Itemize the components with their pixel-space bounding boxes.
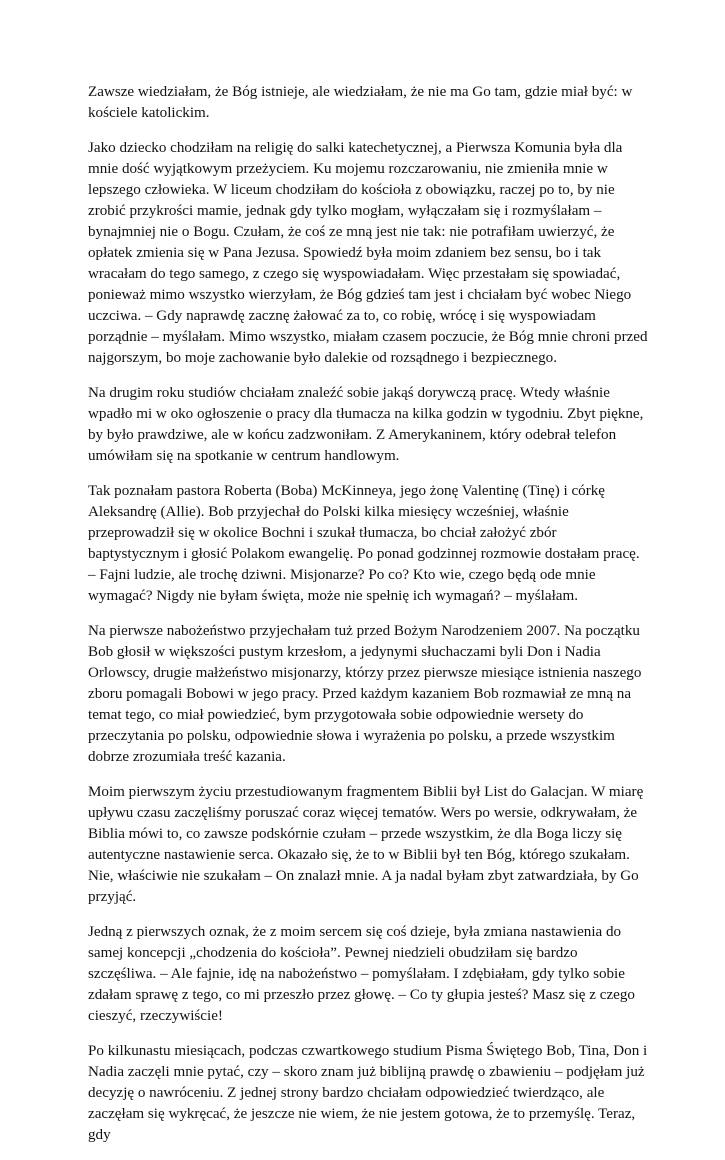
paragraph: Jedną z pierwszych oznak, że z moim sercem się coś dzieje, była zmiana nastawienia do samej koncepcji „chodzenia do kościoła”. Pewnej niedzieli obudziłam się bardzo szczęśliwa. – Ale fajnie, idę na nabożeństwo – pomyślałam. I zdębiałam, gdy tylko sobie zdałam sprawę z tego, co mi przeszło przez głowę. – Co ty głupia jesteś? Masz się z czego cieszyć, rzeczywiście! — [88, 924, 635, 1024]
paragraph: Po kilkunastu miesiącach, podczas czwartkowego studium Pisma Świętego Bob, Tina, Don i Nadia zaczęli mnie pytać, czy – skoro znam już biblijną prawdę o zbawieniu – podjęłam już decyzję o nawróceniu. Z jednej strony bardzo chciałam odpowiedzieć twierdząco, ale zaczęłam się wykręcać, że jeszcze nie wiem, że nie jestem gotowa, że to przemyślę. Teraz, gdy — [88, 1043, 648, 1143]
paragraph: Tak poznałam pastora Roberta (Boba) McKinneya, jego żonę Valentinę (Tinę) i córkę Aleksandrę (Allie). Bob przyjechał do Polski kilka miesięcy wcześniej, właśnie przeprowadził się w okolice Bochni i szukał tłumacza, bo chciał założyć zbór baptystycznym i głosić Polakom ewangelię. Po ponad godzinnej rozmowie dostałam pracę. – Fajni ludzie, ale trochę dziwni. Misjonarze? Po co? Kto wie, czego będą ode mnie wymagać? Nigdy nie byłam święta, może nie spełnię ich wymagań? – myślałam. — [88, 483, 640, 604]
paragraph: Zawsze wiedziałam, że Bóg istnieje, ale wiedziałam, że nie ma Go tam, gdzie miał być: w kościele katolickim. — [88, 84, 633, 121]
paragraph: Na drugim roku studiów chciałam znaleźć sobie jakąś dorywczą pracę. Wtedy właśnie wpadło mi w oko ogłoszenie o pracy dla tłumacza na kilka godzin w tygodniu. Zbyt piękne, by było prawdziwe, ale w końcu zadzwoniłam. Z Amerykaninem, który odebrał telefon umówiłam się na spotkanie w centrum handlowym. — [88, 385, 644, 464]
document-page — [88, 82, 648, 1160]
paragraph: Moim pierwszym życiu przestudiowanym fragmentem Biblii był List do Galacjan. W miarę upływu czasu zaczęliśmy poruszać coraz więcej tematów. Wers po wersie, odkrywałam, że Biblia mówi to, co zawsze podskórnie czułam – przede wszystkim, że dla Boga liczy się autentyczne nastawienie serca. Okazało się, że to w Biblii był ten Bóg, którego szukałam. Nie, właściwie nie szukałam – On znalazł mnie. A ja nadal byłam zbyt zatwardziała, by Go przyjąć. — [88, 784, 644, 905]
paragraph: Jako dziecko chodziłam na religię do salki katechetycznej, a Pierwsza Komunia była dla mnie dość wyjątkowym przeżyciem. Ku mojemu rozczarowaniu, nie zmieniła mnie w lepszego człowieka. W liceum chodziłam do kościoła z obowiązku, raczej po to, by nie zrobić przykrości mamie, jednak gdy tylko mogłam, wyłączałam się i rozmyślałam – bynajmniej nie o Bogu. Czułam, że coś ze mną jest nie tak: nie potrafiłam uwierzyć, że opłatek zmienia się w Pana Jezusa. Spowiedź była moim zdaniem bez sensu, bo i tak wracałam do tego samego, z czego się wyspowiadałam. Więc przestałam się spowiadać, ponieważ mimo wszystko wierzyłam, że Bóg gdzieś tam jest i chciałam być wobec Niego uczciwa. – Gdy naprawdę zacznę żałować za to, co robię, wrócę i się wyspowiadam porządnie – myślałam. Mimo wszystko, miałam czasem poczucie, że Bóg mnie chroni przed najgorszym, bo moje zachowanie było dalekie od rozsądnego i bezpiecznego. — [88, 140, 648, 366]
paragraph: Na pierwsze nabożeństwo przyjechałam tuż przed Bożym Narodzeniem 2007. Na początku Bob głosił w większości pustym krzesłom, a jedynymi słuchaczami byli Don i Nadia Orlowscy, drugie małżeństwo misjonarzy, którzy przez pierwsze miesiące istnienia naszego zboru pomagali Bobowi w jego pracy. Przed każdym kazaniem Bob rozmawiał ze mną na temat tego, co miał powiedzieć, bym przygotowała sobie odpowiednie wersety do przeczytania po polsku, odpowiednie słowa i wyrażenia po polsku, a przede wszystkim dobrze zrozumiała treść kazania. — [88, 623, 642, 765]
